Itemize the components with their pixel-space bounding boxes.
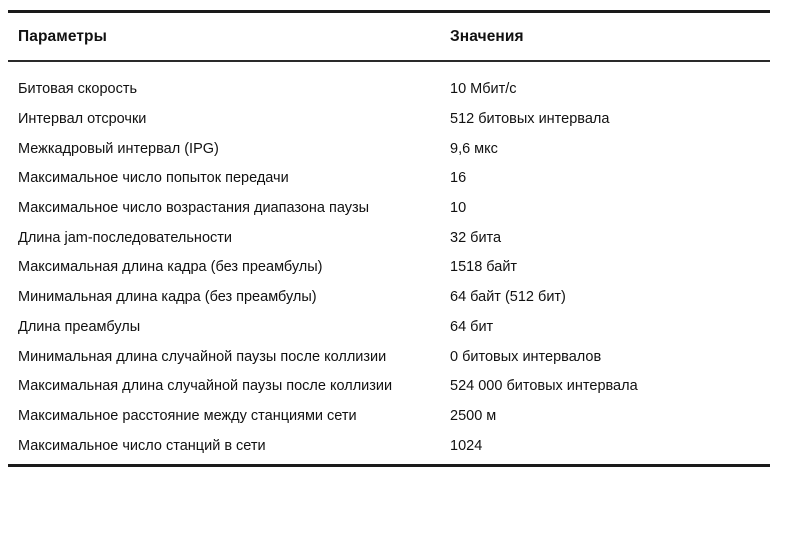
param-cell: Максимальная длина случайной паузы после коллизии (18, 378, 393, 395)
value-cell: 2500 м (450, 407, 497, 424)
value-cell: 9,6 мкс (450, 140, 498, 157)
table-header-row (8, 13, 770, 60)
param-cell: Длина jam-последовательности (18, 229, 232, 246)
header-param: Параметры (18, 27, 107, 45)
param-cell: Межкадровый интервал (IPG) (18, 140, 219, 157)
param-cell: Минимальная длина кадра (без преамбулы) (18, 289, 317, 306)
param-cell: Интервал отсрочки (18, 111, 147, 128)
param-cell: Максимальное число станций в сети (18, 437, 266, 454)
value-cell: 32 бита (450, 229, 502, 246)
value-cell: 64 байт (512 бит) (450, 289, 566, 306)
param-cell: Длина преамбулы (18, 318, 141, 335)
value-cell: 10 (450, 200, 467, 217)
table-row (8, 75, 770, 105)
table-row (8, 312, 770, 342)
parameters-table (8, 10, 770, 467)
header-value: Значения (450, 27, 524, 45)
table-row (8, 223, 770, 253)
table-row (8, 401, 770, 431)
table-row (8, 282, 770, 312)
table-row (8, 253, 770, 283)
param-cell: Максимальное расстояние между станциями сети (18, 407, 357, 424)
table-bottom-rule (8, 464, 770, 467)
table-row (8, 193, 770, 223)
table-row (8, 431, 770, 461)
table-row (8, 342, 770, 372)
param-cell: Битовая скорость (18, 81, 138, 98)
table-row (8, 104, 770, 134)
table-row (8, 134, 770, 164)
param-cell: Максимальное число возрастания диапазона паузы (18, 200, 370, 217)
param-cell: Максимальная длина кадра (без преамбулы) (18, 259, 323, 276)
value-cell: 512 битовых интервала (450, 111, 610, 128)
value-cell: 10 Мбит/с (450, 81, 517, 98)
param-cell: Максимальное число попыток передачи (18, 170, 289, 187)
value-cell: 1024 (450, 437, 483, 454)
table-row (8, 164, 770, 194)
value-cell: 0 битовых интервалов (450, 348, 602, 365)
value-cell: 1518 байт (450, 259, 518, 276)
value-cell: 64 бит (450, 318, 494, 335)
value-cell: 524 000 битовых интервала (450, 378, 638, 395)
table-row (8, 371, 770, 401)
value-cell: 16 (450, 170, 467, 187)
param-cell: Минимальная длина случайной паузы после коллизии (18, 348, 387, 365)
table-body (8, 62, 770, 461)
